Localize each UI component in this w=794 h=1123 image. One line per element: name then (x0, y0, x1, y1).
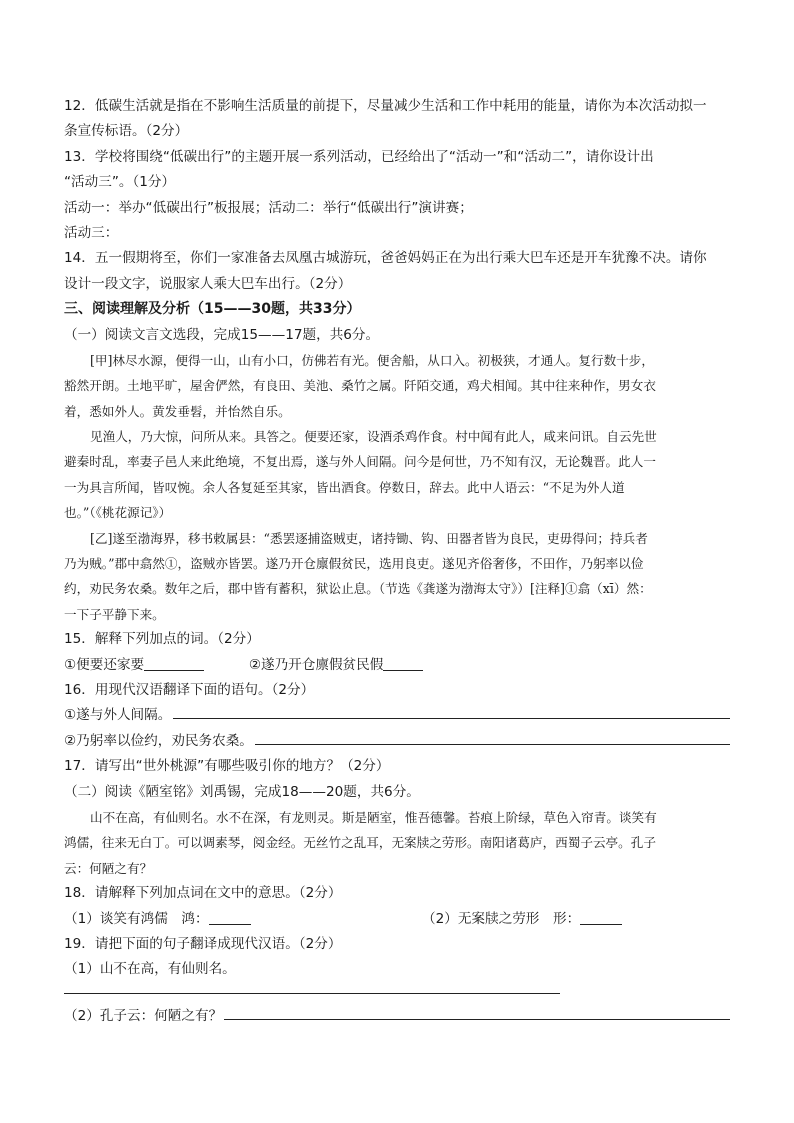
q13-line1: 13．学校将围绕“低碳出行”的主题开展一系列活动，已经给出了“活动一”和“活动二”，请你设计出 (64, 148, 654, 165)
q19-item1: （1）山不在高，有仙则名。 (64, 961, 236, 978)
q13-line3: 活动一：举办“低碳出行”板报展；活动二：举行“低碳出行”演讲赛； (64, 199, 473, 216)
passage-b-line: [乙]遂至渤海界，移书敕属县：“悉罢逐捕盗贼吏，诸持锄、钩、田器者皆为良民，吏毋得问；持兵者 (90, 530, 648, 546)
passage-a-line: 也。”（《桃花源记》） (64, 505, 172, 521)
q16-item1: ①遂与外人间隔。 (64, 707, 172, 724)
q16-answer1-line[interactable] (173, 704, 730, 719)
passage-b-line: 约，劝民务农桑。数年之后，郡中皆有蓄积，狱讼止息。（节选《龚遂为渤海太守》）[注释]①翕（xī）然： (64, 581, 652, 597)
part1-heading: （一）阅读文言文选段，完成15——17题，共6分。 (64, 326, 380, 343)
q15-item1: ①便要还家要 (64, 656, 145, 673)
q19-answer1-line[interactable] (64, 989, 560, 994)
passage-a-line: 着，悉如外人。黄发垂髫，并怡然自乐。 (64, 403, 291, 419)
q16-answer2-line[interactable] (255, 730, 730, 745)
section3-title: 三、阅读理解及分析（15——30题，共33分） (64, 301, 361, 318)
q18-item2: （2）无案牍之劳形 形： (422, 910, 581, 927)
q16-item1-row (64, 703, 730, 728)
passage-c-line: 鸿儒，往来无白丁。可以调素琴，阅金经。无丝竹之乱耳，无案牍之劳形。南阳诸葛庐，西蜀子云亭。孔子 (64, 835, 656, 851)
passage-b-line: 一下子平静下来。 (64, 606, 165, 622)
q12-line1: 12．低碳生活就是指在不影响生活质量的前提下，尽量减少生活和工作中耗用的能量，请你为本次活动拟一 (64, 98, 707, 114)
q15-answer1-blank[interactable] (144, 656, 204, 671)
q18-item1: （1）谈笑有鸿儒 鸿： (64, 910, 209, 927)
q18-items (64, 907, 730, 932)
q19-answer2-line[interactable] (224, 1005, 730, 1020)
q17-stem: 17．请写出“世外桃源”有哪些吸引你的地方？（2分） (64, 758, 390, 775)
passage-a-line: 豁然开朗。土地平旷，屋舍俨然，有良田、美池、桑竹之属。阡陌交通，鸡犬相闻。其中往来种作，男女衣 (64, 378, 656, 394)
passage-a-line: 一为具言所闻，皆叹惋。余人各复延至其家，皆出酒食。停数日，辞去。此中人语云：“不足为外人道 (64, 479, 625, 495)
q12-line2: 条宣传标语。（2分） (64, 123, 189, 140)
passage-a-line: [甲]林尽水源，便得一山，山有小口，仿佛若有光。便舍船，从口入。初极狭，才通人。复行数十步， (90, 352, 654, 368)
q19-item2: （2）孔子云：何陋之有？ (64, 1007, 223, 1024)
q18-stem: 18．请解释下列加点词在文中的意思。（2分） (64, 885, 342, 902)
q15-stem: 15．解释下列加点的词。（2分） (64, 631, 260, 648)
passage-a-line: 见渔人，乃大惊，问所从来。具答之。便要还家，设酒杀鸡作食。村中闻有此人，咸来问讯。自云先世 (90, 429, 657, 445)
q14-line2: 设计一段文字，说服家人乘大巴车出行。（2分） (64, 275, 352, 292)
exam-page (64, 94, 730, 1029)
q13-line4: 活动三： (64, 224, 119, 241)
q18-answer1-blank[interactable] (209, 910, 251, 925)
passage-b-line: 乃为贼。”郡中翕然①，盗贼亦皆罢。遂乃开仓廪假贫民，选用良吏。遂见齐俗奢侈，不田作，乃躬率以俭 (64, 556, 644, 572)
q13-line2: “活动三”。（1分） (64, 174, 176, 191)
q14-line1: 14．五一假期将至，你们一家准备去凤凰古城游玩，爸爸妈妈正在为出行乘大巴车还是开车犹豫不决。请你 (64, 250, 707, 267)
part2-heading: （二）阅读《陋室铭》刘禹锡，完成18——20题，共6分。 (64, 783, 420, 800)
q16-item2: ②乃躬率以俭约，劝民务农桑。 (64, 732, 253, 749)
q15-items (64, 653, 730, 678)
passage-a-line: 避秦时乱，率妻子邑人来此绝境，不复出焉，遂与外人间隔。问今是何世，乃不知有汉，无论魏晋。此人一 (64, 454, 656, 470)
q19-item2-row (64, 1004, 730, 1029)
q15-item2: ②遂乃开仓廪假贫民假 (248, 656, 384, 673)
passage-c-line: 云：何陋之有？ (64, 860, 153, 876)
q15-answer2-blank[interactable] (383, 656, 423, 671)
q18-answer2-blank[interactable] (580, 910, 622, 925)
q16-item2-row (64, 729, 730, 754)
q19-stem: 19．请把下面的句子翻译成现代汉语。（2分） (64, 935, 342, 952)
q16-stem: 16．用现代汉语翻译下面的语句。（2分） (64, 681, 315, 698)
passage-c-line: 山不在高，有仙则名。水不在深，有龙则灵。斯是陋室，惟吾德馨。苔痕上阶绿，草色入帘青。谈笑有 (90, 809, 657, 825)
